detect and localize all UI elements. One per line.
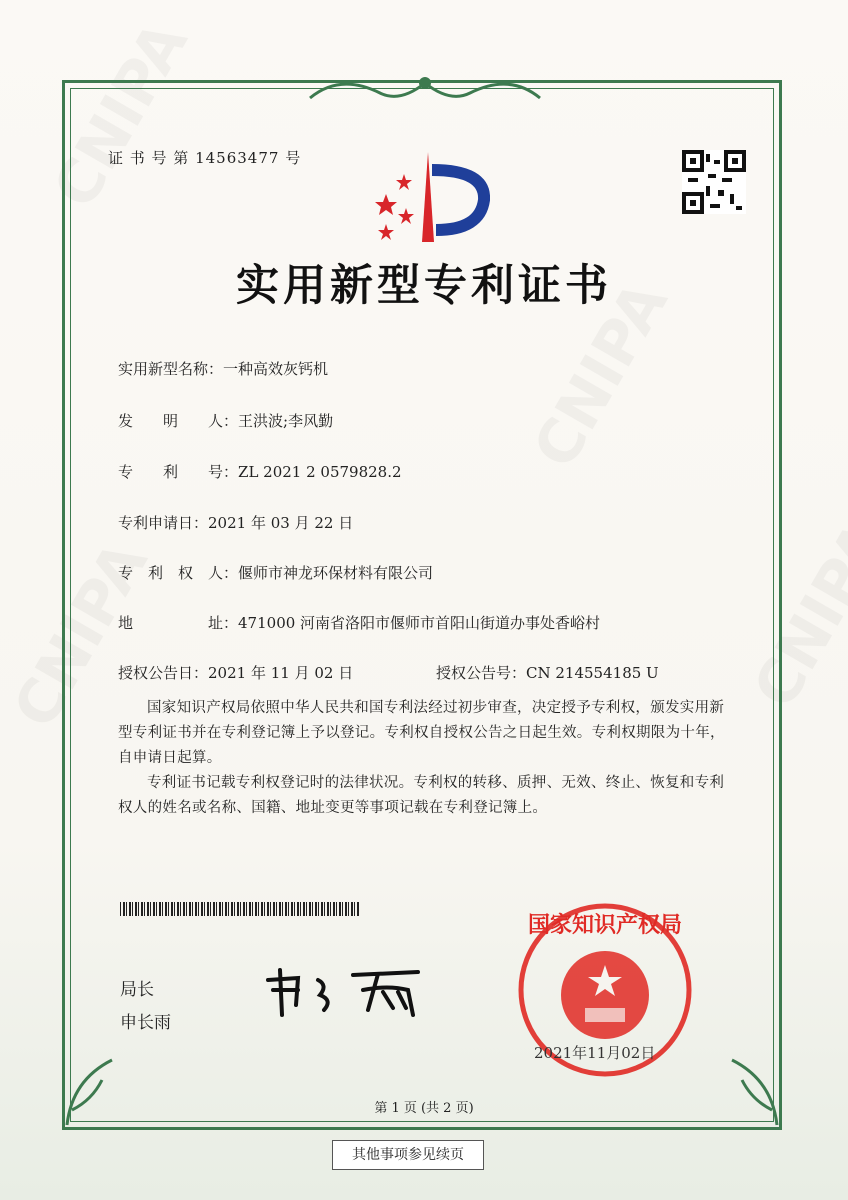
field-label: 授权公告日：	[118, 664, 209, 682]
field-value: ZL 2021 2 0579828.2	[238, 463, 402, 481]
field-value: 偃师市神龙环保材料有限公司	[238, 564, 434, 582]
field-inventor	[118, 410, 333, 431]
field-label: 专利申请日：	[118, 514, 209, 532]
barcode	[120, 902, 360, 916]
director-title: 局长	[120, 980, 154, 1000]
director-name: 申长雨	[120, 1013, 171, 1033]
field-value: 一种高效灰钙机	[223, 360, 329, 378]
page-number: 第 1 页 (共 2 页)	[374, 1101, 474, 1116]
field-utility-model-name	[118, 358, 328, 379]
field-application-date	[118, 512, 353, 533]
continued-note: 其他事项参见续页	[332, 1140, 484, 1170]
field-address	[118, 612, 600, 633]
field-label: 实用新型名称：	[118, 360, 224, 378]
field-patentee	[118, 562, 433, 583]
field-label: 地 址：	[118, 614, 239, 632]
paragraph: 国家知识产权局依照中华人民共和国专利法经过初步审查，决定授予专利权，颁发实用新型专利证书并在专利登记簿上予以登记。专利权自授权公告之日起生效。专利权期限为十年，自申请日起算。	[118, 700, 725, 766]
corner-ornament-icon	[722, 1050, 782, 1130]
field-label: 专 利 号：	[118, 463, 239, 481]
certificate-number: 证 书 号 第 14563477 号	[108, 149, 302, 167]
field-grant-date	[118, 662, 353, 683]
field-grant-number	[436, 662, 659, 683]
svg-text:国家知识产权局: 国家知识产权局	[527, 913, 683, 938]
cnipa-logo-icon	[366, 150, 490, 246]
corner-ornament-icon	[62, 1050, 122, 1130]
field-value: 王洪波;李风勤	[238, 412, 334, 430]
signature-icon	[258, 960, 438, 1020]
qr-code-icon	[682, 150, 746, 214]
field-label: 授权公告号：	[436, 664, 527, 682]
body-text	[118, 696, 738, 821]
field-patent-number	[118, 461, 402, 482]
top-ornament-icon	[300, 68, 550, 108]
field-value: 2021 年 11 月 02 日	[208, 664, 354, 682]
field-value: CN 214554185 U	[526, 664, 659, 682]
page-title: 实用新型专利证书	[236, 261, 612, 311]
field-value: 2021 年 03 月 22 日	[208, 514, 354, 532]
seal-date: 2021年11月02日	[534, 1044, 656, 1062]
field-label: 专 利 权 人：	[118, 564, 239, 582]
field-value: 471000 河南省洛阳市偃师市首阳山街道办事处香峪村	[238, 614, 601, 632]
paragraph: 专利证书记载专利权登记时的法律状况。专利权的转移、质押、无效、终止、恢复和专利权人的姓名或名称、国籍、地址变更等事项记载在专利登记簿上。	[118, 775, 725, 816]
field-label: 发 明 人：	[118, 412, 239, 430]
